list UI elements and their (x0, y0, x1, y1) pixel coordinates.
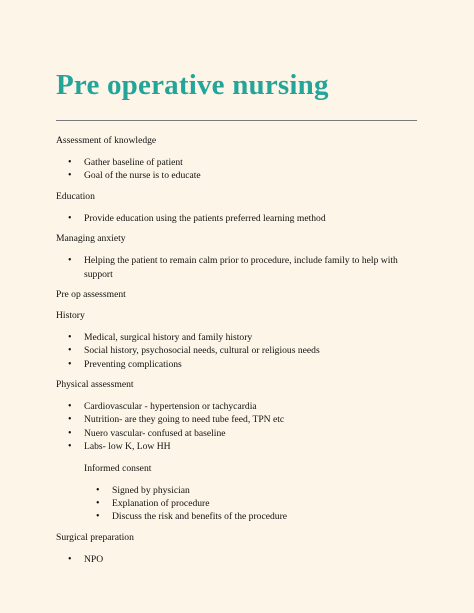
history-list (56, 331, 417, 371)
list-item: • Discuss the risk and benefits of the procedure (84, 510, 417, 523)
section-heading-education: Education (56, 190, 95, 202)
list-item: • Goal of the nurse is to educate (56, 169, 417, 182)
list-item: • Nuero vascular- confused at baseline (56, 427, 417, 440)
education-list (56, 212, 417, 225)
list-item: • Provide education using the patients preferred learning method (56, 212, 417, 225)
section-heading-physical: Physical assessment (56, 379, 134, 391)
list-item: • Medical, surgical history and family history (56, 331, 417, 344)
document-body (56, 134, 417, 566)
section-heading-anxiety: Managing anxiety (56, 233, 126, 245)
section-heading-assessment: Assessment of knowledge (56, 135, 157, 146)
page-title: Pre operative nursing (56, 69, 329, 101)
section-heading-consent: Informed consent (84, 462, 152, 474)
list-item: • NPO (56, 553, 417, 566)
list-item: • Social history, psychosocial needs, cultural or religious needs (56, 344, 417, 357)
section-heading-history: History (56, 310, 85, 322)
physical-list (56, 400, 417, 453)
anxiety-list (56, 254, 417, 281)
section-heading-preop: Pre op assessment (56, 289, 126, 301)
list-item: • Cardiovascular - hypertension or tachycardia (56, 400, 417, 413)
surgical-list (56, 553, 417, 566)
list-item: • Nutrition- are they going to need tube feed, TPN etc (56, 413, 417, 426)
consent-list (84, 484, 417, 524)
list-item: • Preventing complications (56, 358, 417, 371)
list-item: • Signed by physician (84, 484, 417, 497)
section-heading-surgical: Surgical preparation (56, 532, 134, 544)
list-item: • Helping the patient to remain calm prior to procedure, include family to help with support (56, 254, 417, 281)
assessment-list (56, 156, 417, 183)
list-item: • Labs- low K, Low HH (56, 440, 417, 453)
list-item: • Explanation of procedure (84, 497, 417, 510)
title-divider (56, 120, 417, 121)
list-item: • Gather baseline of patient (56, 156, 417, 169)
